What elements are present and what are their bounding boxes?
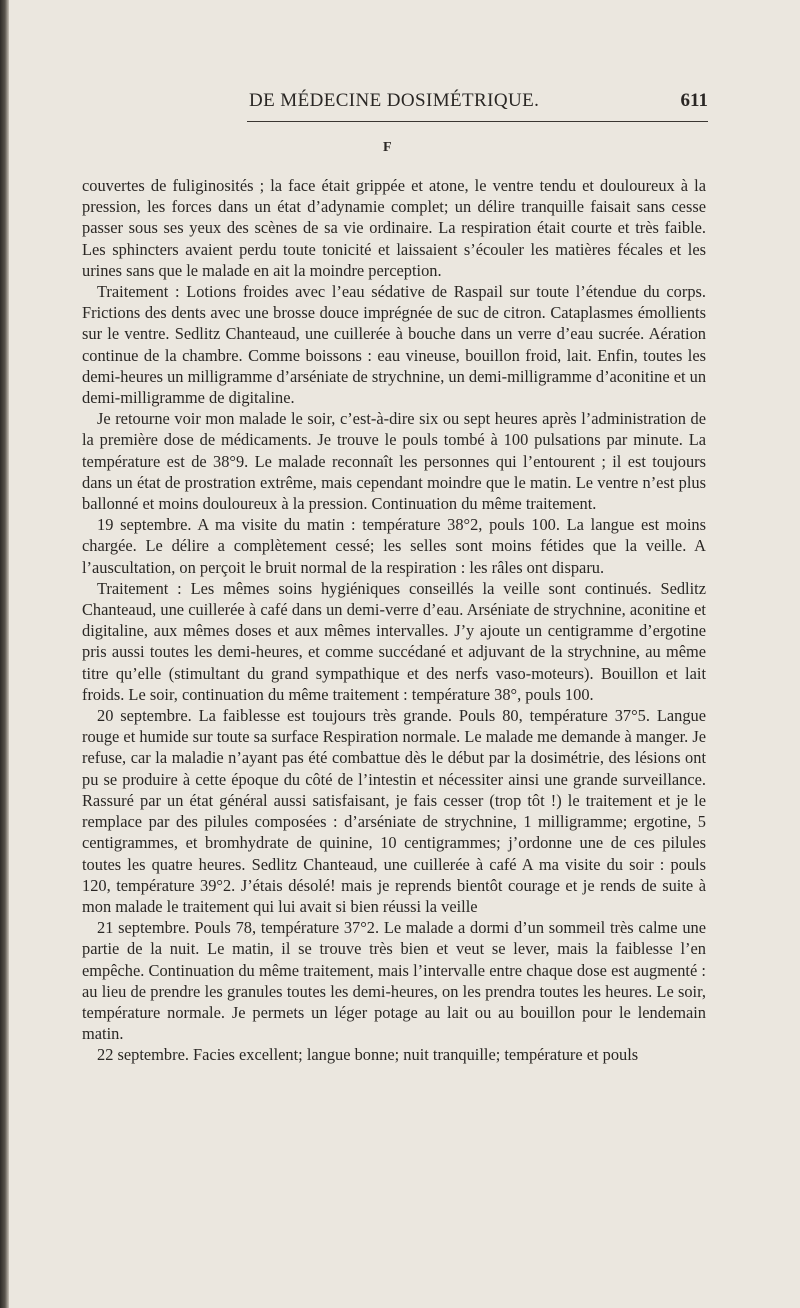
page-header — [249, 90, 708, 120]
paragraph: Traitement : Les mêmes soins hygiéniques conseillés la veille sont continués. Sedlitz Chanteaud, une cuillerée à café dans un demi-verre d’eau. Arséniate de strychnine, aconitine et digitaline, aux mêmes doses et aux mêmes intervalles. J’y ajoute un centigramme d’ergotine pris aussi toutes les demi-heures, et comme succédané et adjuvant de la strychnine, au même titre qu’elle (stimultant du grand sympathique et des nerfs vaso-moteurs). Bouillon et lait froids. Le soir, continuation du même traitement : température 38°, pouls 100. — [82, 578, 706, 704]
running-head: DE MÉDECINE DOSIMÉTRIQUE. — [249, 90, 540, 111]
paragraph: 19 septembre. A ma visite du matin : température 38°2, pouls 100. La langue est moins chargée. Le délire a complètement cessé; les selles sont moins fétides que la veille. A l’auscultation, on perçoit le bruit normal de la respiration : les râles ont disparu. — [82, 515, 706, 577]
paragraph: Je retourne voir mon malade le soir, c’est-à-dire six ou sept heures après l’administration de la première dose de médicaments. Je trouve le pouls tombé à 100 pulsations par minute. La température est de 38°9. Le malade reconnaît les personnes qui l’entourent ; il est toujours dans un état de prostration extrême, mais cependant moindre que le matin. Le ventre n’est plus ballonné et moins douloureux à la pression. Continuation du même traitement. — [82, 409, 706, 514]
paragraph: couvertes de fuliginosités ; la face était grippée et atone, le ventre tendu et douloureux à la pression, les forces dans un état d’adynamie complet; un délire tranquille faisait sans cesse passer sous ses yeux des scènes de sa vie ordinaire. La respiration était courte et très faible. Les sphincters avaient perdu toute tonicité et laissaient s’écouler les matières fécales et les urines sans que le malade en ait la moindre perception. — [82, 176, 706, 280]
paragraph: Traitement : Lotions froides avec l’eau sédative de Raspail sur toute l’étendue du corps. Frictions des dents avec une brosse douce imprégnée de suc de citron. Cataplasmes émollients sur le ventre. Sedlitz Chanteaud, une cuillerée à bouche dans un verre d’eau sucrée. Aération continue de la chambre. Comme boissons : eau vineuse, bouillon froid, lait. Enfin, toutes les demi-heures un milligramme d’arséniate de strychnine, un demi-milligramme d’aconitine et un demi-milligramme de digitaline. — [82, 282, 707, 408]
paragraph: 22 septembre. Facies excellent; langue bonne; nuit tranquille; température et pouls — [97, 1045, 639, 1065]
body-text — [82, 175, 706, 1066]
header-rule — [247, 121, 708, 122]
book-spine-edge — [0, 0, 9, 1308]
paragraph: 20 septembre. La faiblesse est toujours très grande. Pouls 80, température 37°5. Langue rouge et humide sur toute sa surface Respiration normale. Le malade me demande à manger. Je refuse, car la maladie n’ayant pas été combattue dès le début par la dosimétrie, des lésions ont pu se produire à cette époque du côté de l’intestin et nécessiter ainsi une grande surveillance. Rassuré par un état général aussi satisfaisant, je fais cesser (trop tôt !) le traitement et je le remplace par des pilules composées : d’arséniate de strychnine, 1 milligramme; ergotine, 5 centigrammes, et bromhydrate de quinine, 10 centigrammes; j’ordonne une de ces pilules toutes les quatre heures. Sedlitz Chanteaud, une cuillerée à café A ma visite du soir : pouls 120, température 39°2. J’étais désolé! mais je reprends bientôt courage et je rends de suite à mon malade le traitement qui lui avait si bien réussi la veille — [82, 706, 706, 916]
page-number: 611 — [680, 90, 708, 111]
signature-mark: F — [383, 140, 392, 155]
paragraph: 21 septembre. Pouls 78, température 37°2. Le malade a dormi d’un sommeil très calme une partie de la nuit. Le matin, il se trouve très bien et veut se lever, mais la faiblesse l’en empêche. Continuation du même traitement, mais l’intervalle entre chaque dose est augmenté : au lieu de prendre les granules toutes les demi-heures, on les prendra toutes les heures. Le soir, température normale. Je permets un léger potage au lait ou au bouillon pour le lendemain matin. — [82, 918, 706, 1044]
